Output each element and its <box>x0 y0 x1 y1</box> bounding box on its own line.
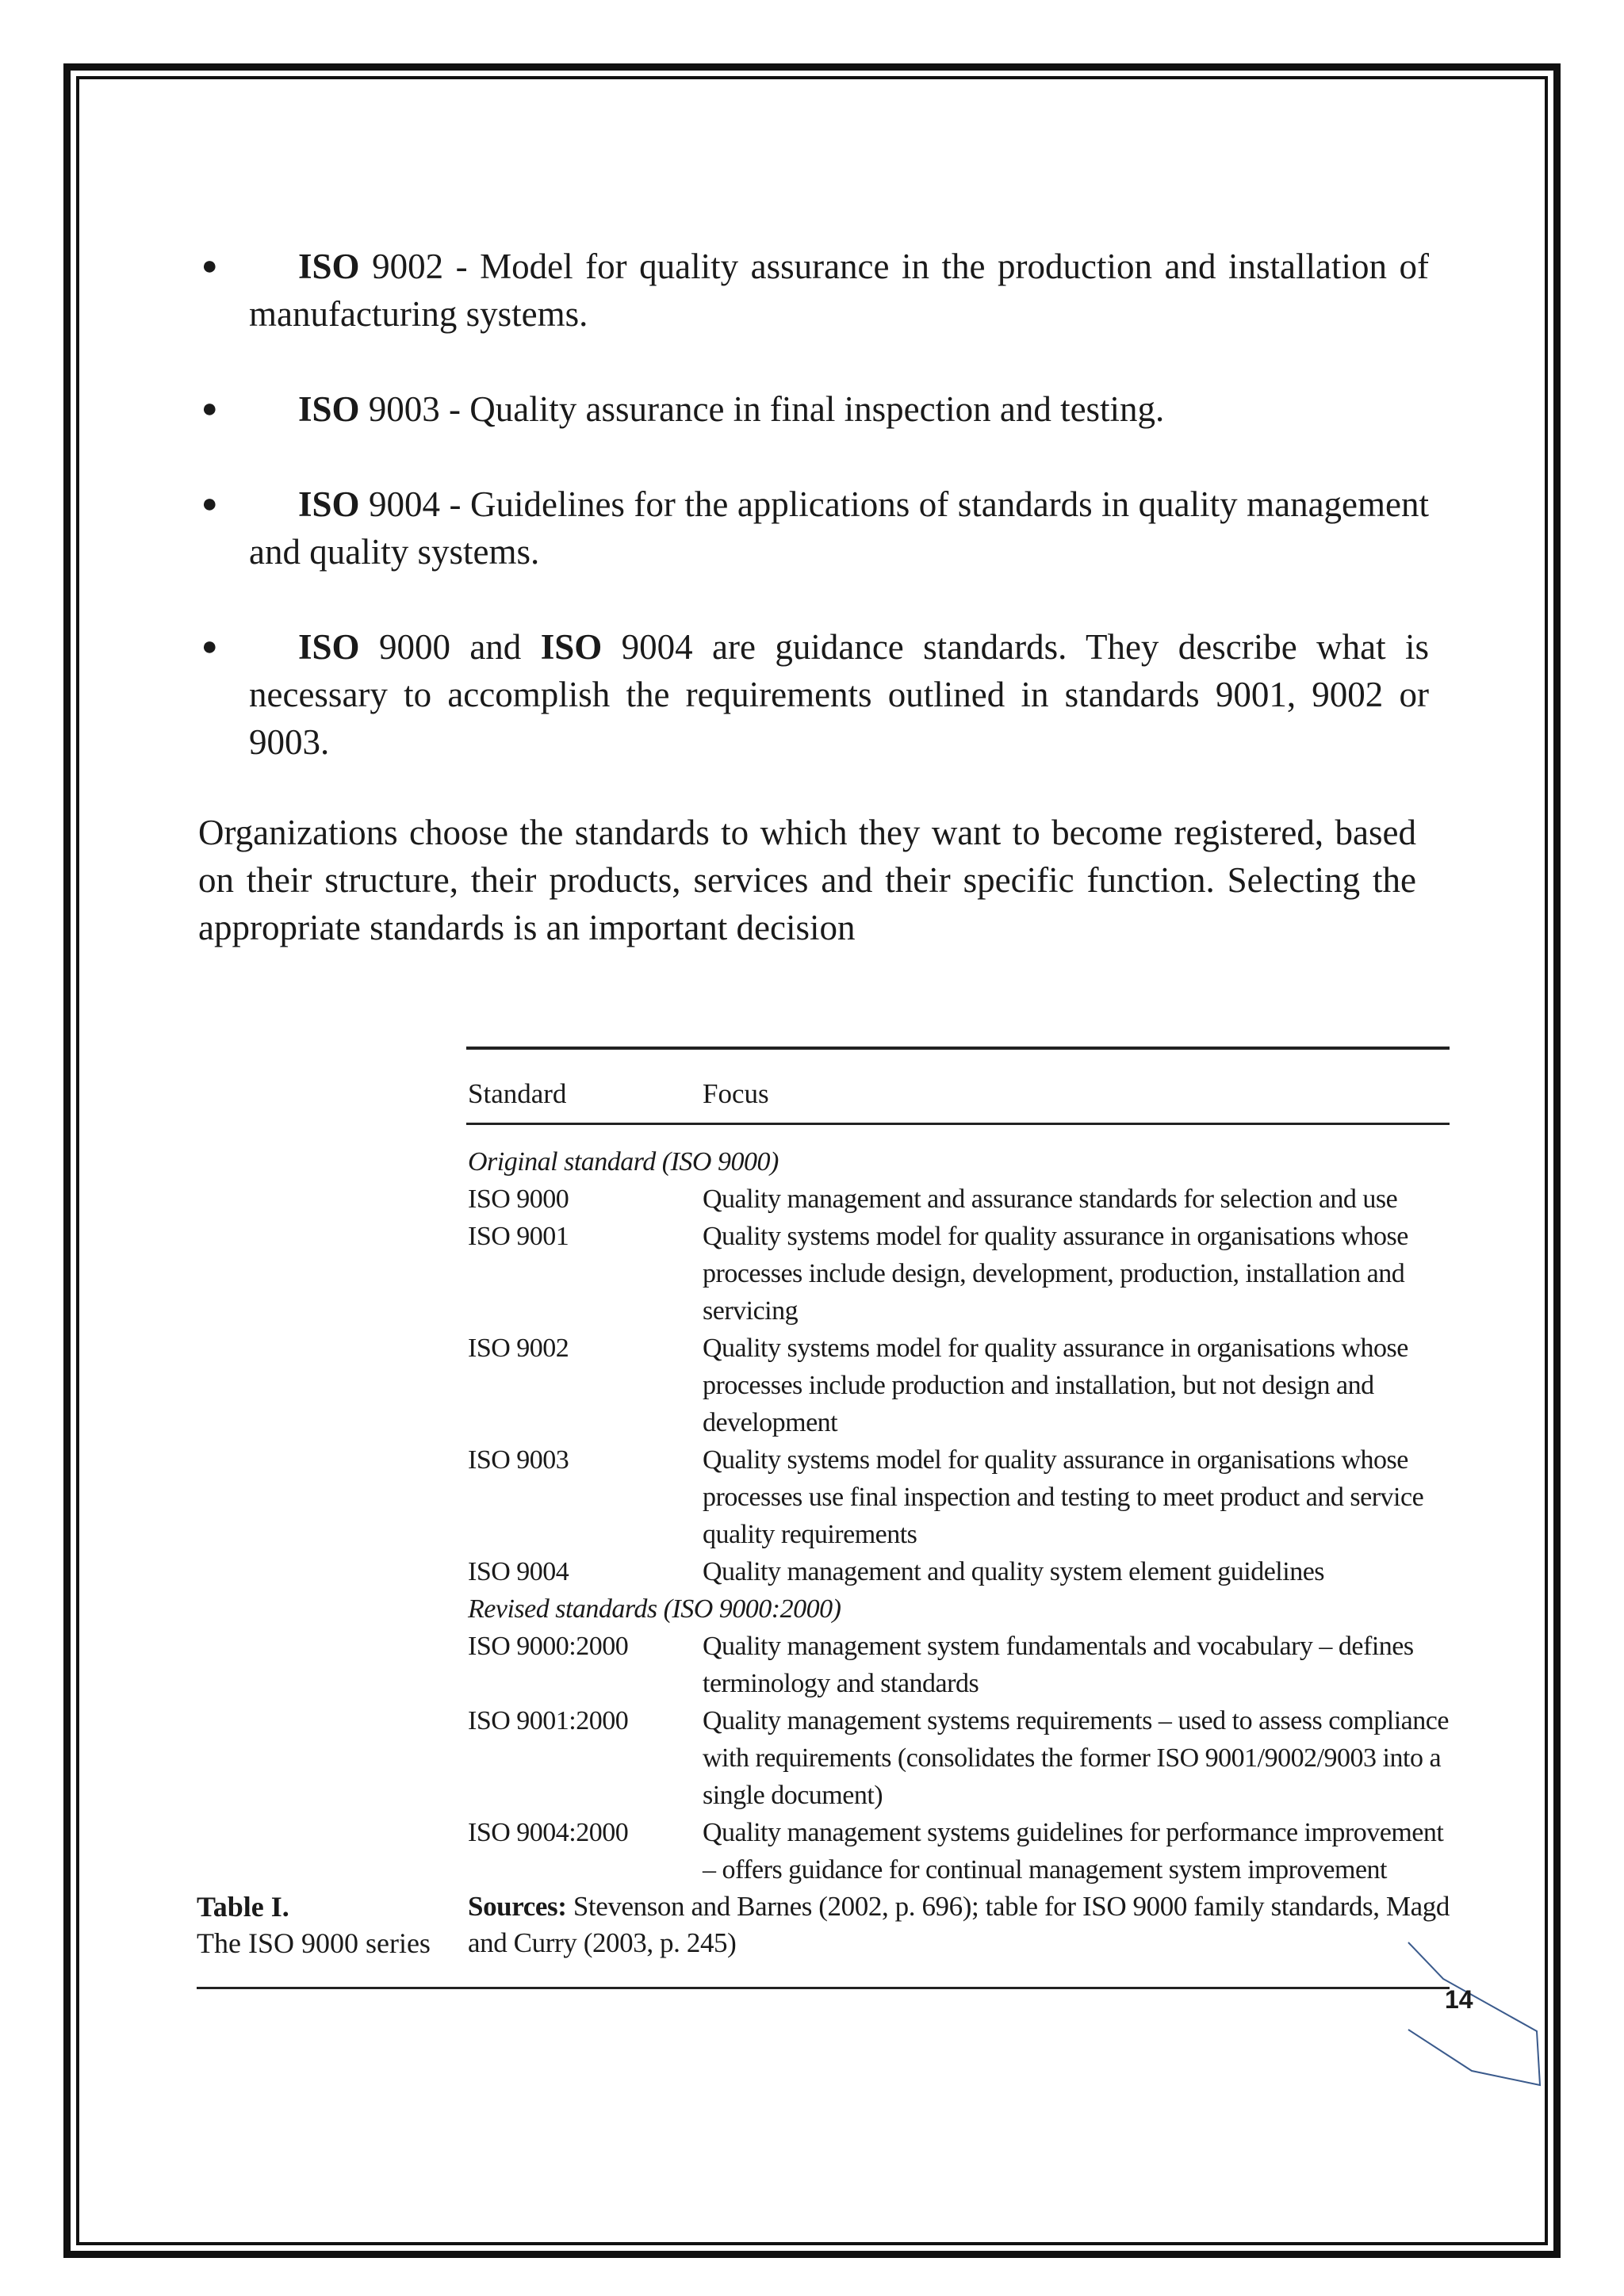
table-row <box>468 1330 1451 1441</box>
table-row <box>468 1218 1451 1330</box>
standard-cell: ISO 9003 <box>468 1445 569 1475</box>
bullet-icon: ● <box>201 489 218 519</box>
table-caption <box>197 1888 431 1961</box>
iso-bullet-list <box>198 243 1429 813</box>
table-row <box>468 1441 1451 1553</box>
bullet-text: 9002 - Model for quality assurance in the production and installation of manufacturing systems. <box>249 247 1429 334</box>
table-section-heading: Original standard (ISO 9000) <box>468 1147 779 1177</box>
column-header-focus: Focus <box>703 1078 769 1109</box>
focus-cell: Quality systems model for quality assurance in organisations whose processes include production and installation, but not design and development <box>703 1334 1408 1437</box>
body-paragraph: Organizations choose the standards to which they want to become registered, based on their structure, their products, services and their specific function. Selecting the appropriate standards is an important decision <box>198 813 1416 947</box>
list-item <box>198 243 1429 338</box>
table-row <box>468 1181 1451 1218</box>
focus-cell: Quality systems model for quality assurance in organisations whose processes use final inspection and testing to meet product and service quality requirements <box>703 1445 1424 1549</box>
standard-cell: ISO 9000:2000 <box>468 1632 629 1661</box>
standard-cell: ISO 9004 <box>468 1557 569 1586</box>
list-item <box>198 385 1429 433</box>
standard-cell: ISO 9004:2000 <box>468 1818 629 1847</box>
standard-cell: ISO 9001 <box>468 1222 569 1251</box>
bullet-bold-term: ISO <box>298 389 360 429</box>
table-section-heading: Revised standards (ISO 9000:2000) <box>468 1594 841 1624</box>
bullet-icon: ● <box>201 394 218 423</box>
bullet-text: 9004 are guidance standards. They describe what is necessary to accomplish the requirements outlined in standards 9001, 9002 or 9003. <box>249 627 1429 762</box>
bullet-text: 9000 and <box>359 627 541 667</box>
table-caption-subtitle: The ISO 9000 series <box>197 1927 431 1959</box>
table-row <box>468 1628 1451 1702</box>
table-body <box>468 1143 1451 1888</box>
focus-cell: Quality systems model for quality assurance in organisations whose processes include design, development, production, installation and servicing <box>703 1222 1408 1326</box>
bullet-text: 9004 - Guidelines for the applications of standards in quality management and quality systems. <box>249 484 1429 572</box>
focus-cell: Quality management and assurance standards for selection and use <box>703 1184 1398 1214</box>
list-item <box>198 480 1429 576</box>
bullet-bold-term: ISO <box>298 484 360 524</box>
table-row <box>468 1814 1451 1888</box>
column-header-standard: Standard <box>468 1078 567 1109</box>
focus-cell: Quality management systems requirements – used to assess compliance with requirements (consolidates the former ISO 9001/9002/9003 into a single document) <box>703 1706 1449 1810</box>
page-number: 14 <box>1445 1985 1473 2014</box>
bullet-bold-term: ISO <box>298 627 360 667</box>
table-header-rule <box>466 1123 1450 1125</box>
bullet-icon: ● <box>201 632 218 661</box>
standard-cell: ISO 9002 <box>468 1334 569 1363</box>
sources-label: Sources: <box>468 1891 567 1922</box>
focus-cell: Quality management system fundamentals and vocabulary – defines terminology and standards <box>703 1632 1414 1698</box>
bullet-text: 9003 - Quality assurance in final inspection and testing. <box>359 389 1165 429</box>
list-item <box>198 623 1429 766</box>
sources-text: Stevenson and Barnes (2002, p. 696); table for ISO 9000 family standards, Magd and Curry (2003, p. 245) <box>468 1891 1450 1958</box>
standard-cell: ISO 9000 <box>468 1184 569 1214</box>
standard-cell: ISO 9001:2000 <box>468 1706 629 1735</box>
table-bottom-rule <box>197 1987 1450 1989</box>
bullet-bold-term: ISO <box>298 247 360 286</box>
bullet-icon: ● <box>201 251 218 281</box>
table-row <box>468 1702 1451 1814</box>
bullet-bold-term: ISO <box>540 627 603 667</box>
table-sources <box>468 1888 1451 1961</box>
table-caption-title: Table I. <box>197 1891 289 1923</box>
focus-cell: Quality management systems guidelines for performance improvement – offers guidance for continual management system improvement <box>703 1818 1444 1885</box>
focus-cell: Quality management and quality system element guidelines <box>703 1557 1325 1586</box>
table-top-rule <box>466 1047 1450 1050</box>
table-row <box>468 1553 1451 1590</box>
